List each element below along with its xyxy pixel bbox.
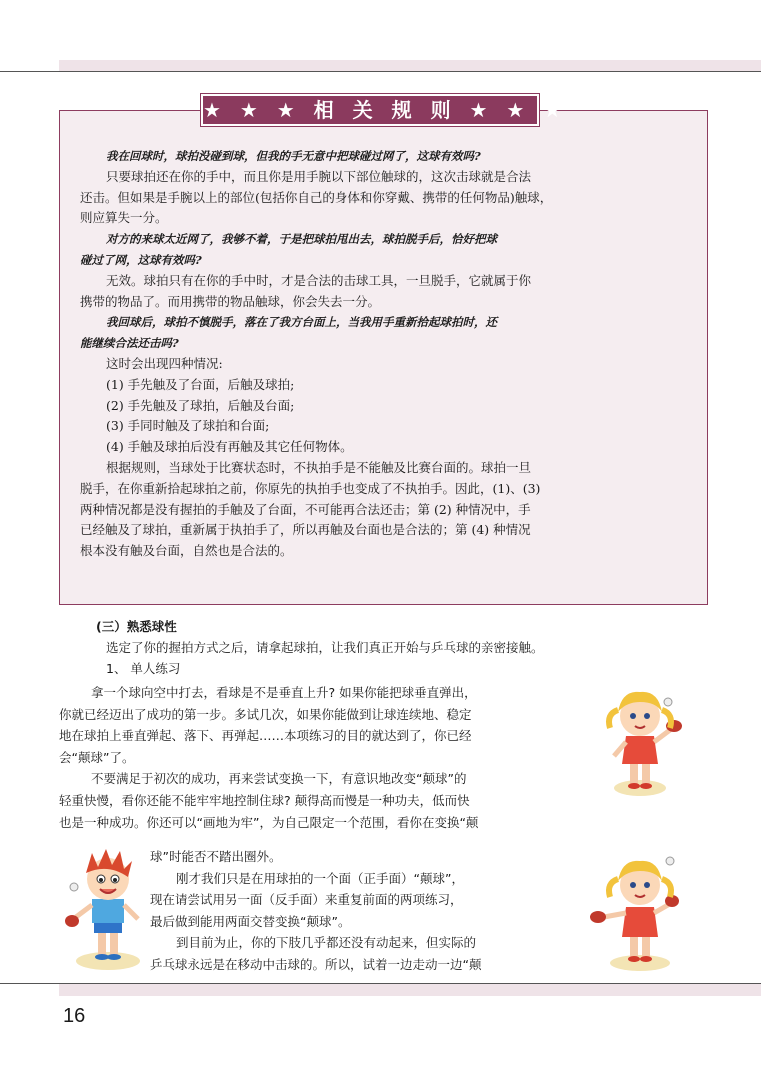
rule-line: (1) 手先触及了台面，后触及球拍; [106,376,295,392]
rule-line: 无效。球拍只有在你的手中时，才是合法的击球工具，一旦脱手，它就属于你 [106,272,532,288]
header-rule [0,71,761,72]
subsection-title: 1、 单人练习 [106,661,181,676]
body-line: 到目前为止，你的下肢几乎都还没有动起来，但实际的 [176,935,477,951]
body-line: 也是一种成功。你还可以“画地为牢”，为自己限定一个范围，看你在变换“颠 [59,814,479,830]
rule-line: 两种情况都是没有握拍的手触及了台面，不可能再合法还击；第 (2) 种情况中，手 [80,501,531,517]
rule-line: 则应算失一分。 [80,210,168,226]
body-line: 球”时能否不踏出圈外。 [150,849,282,864]
body-line: 最后做到能用两面交替变换“颠球”。 [150,913,351,929]
section-3 [80,617,680,680]
rule-line: (2) 手先触及了球拍，后触及台面; [106,397,295,413]
practice-paragraph-1 [59,683,599,834]
body-line: 你就已经迈出了成功的第一步。多试几次，如果你能做到让球连续地、稳定 [59,706,472,722]
body-line: 不要满足于初次的成功，再来尝试变换一下，有意识地改变“颠球”的 [91,771,467,787]
boy-bouncing-ball-illustration [62,843,152,973]
rule-line: 已经触及了球拍，重新属于执拍手了，所以再触及台面也是合法的；第 (4) 种情况 [80,522,531,538]
rule-line: 碰过了网，这球有效吗? [80,252,202,267]
page-number: 16 [63,1005,86,1027]
girl-backhand-illustration [582,845,692,975]
footer-band [59,984,761,996]
rule-line: 还击。但如果是手腕以上的部位(包括你自己的身体和你穿戴、携带的任何物品)触球， [80,189,553,205]
rule-line: 对方的来球太近网了，我够不着，于是把球拍甩出去，球拍脱手后，恰好把球 [106,232,497,247]
rule-line: 我在回球时，球拍没碰到球，但我的手无意中把球碰过网了，这球有效吗? [106,149,481,163]
rule-line: (3) 手同时触及了球拍和台面; [106,418,270,434]
rule-line: (4) 手触及球拍后没有再触及其它任何物体。 [106,439,353,455]
section-title: (三）熟悉球性 [96,619,177,634]
rule-line: 能继续合法还击吗? [80,336,179,351]
body-line: 会“颠球”了。 [59,749,135,765]
body-line: 刚才我们只是在用球拍的一个面（正手面）“颠球”， [176,870,464,886]
girl-bouncing-ball-illustration [600,680,688,800]
rules-banner-title: ★ ★ ★ 相 关 规 则 ★ ★ ★ [201,94,539,126]
body-line: 地在球拍上垂直弹起、落下、再弹起……本项练习的目的就达到了，你已经 [59,728,472,744]
body-line: 轻重快慢，看你还能不能牢牢地控制住球? 颠得高而慢是一种功夫，低而快 [59,792,470,808]
rules-body [80,146,680,562]
section-intro: 选定了你的握拍方式之后，请拿起球拍，让我们真正开始与乒乓球的亲密接触。 [106,640,544,655]
rule-line: 只要球拍还在你的手中，而且你是用手腕以下部位触球的，这次击球就是合法 [106,168,532,184]
rule-line: 根本没有触及台面，自然也是合法的。 [80,543,293,559]
body-line: 乒乓球永远是在移动中击球的。所以，试着一边走动一边“颠 [150,956,482,972]
rule-line: 脱手，在你重新拾起球拍之前，你原先的执拍手也变成了不执拍手。因此，(1)、(3) [80,480,541,496]
body-line: 拿一个球向空中打去，看球是不是垂直上升? 如果你能把球垂直弹出， [91,685,477,700]
rule-line: 携带的物品了。而用携带的物品触球，你会失去一分。 [80,293,381,309]
rule-line: 根据规则，当球处于比赛状态时，不执拍手是不能触及比赛台面的。球拍一旦 [106,459,532,475]
rule-line: 这时会出现四种情况: [106,355,223,371]
body-line: 现在请尝试用另一面（反手面）来重复前面的两项练习， [150,892,463,908]
practice-paragraph-2 [150,847,590,977]
rule-line: 我回球后，球拍不慎脱手，落在了我方台面上，当我用手重新拾起球拍时，还 [106,315,497,330]
